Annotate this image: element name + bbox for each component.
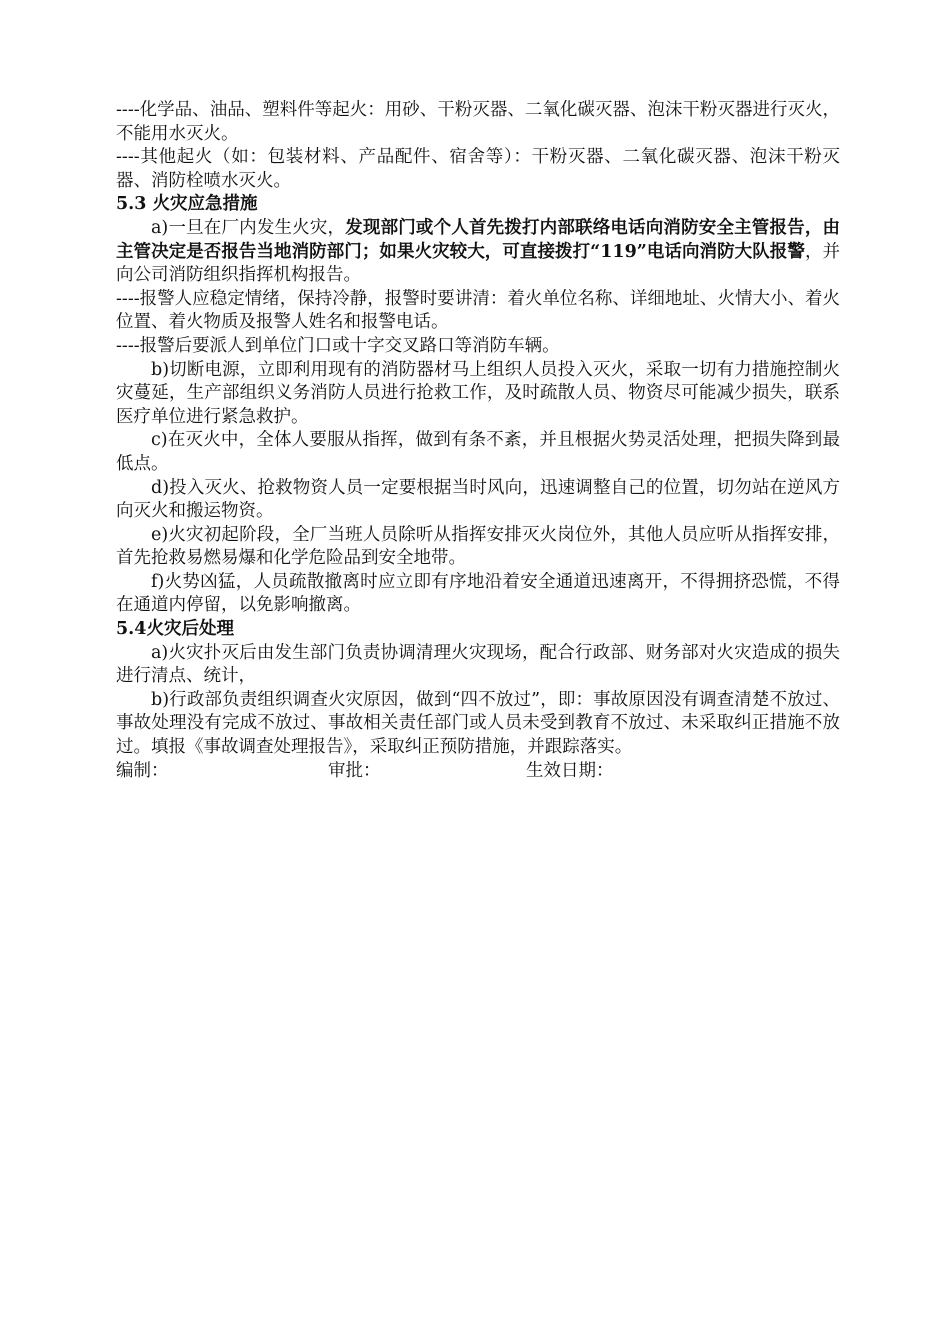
paragraph-5-3-a xyxy=(116,217,840,288)
paragraph-5-3-a-prefix: a)一旦在厂内发生火灾， xyxy=(151,217,346,238)
signature-row xyxy=(116,760,840,784)
section-heading-5-3: 5.3 火灾应急措施 xyxy=(116,194,258,215)
paragraph-guide-firetruck: ----报警后要派人到单位门口或十字交叉路口等消防车辆。 xyxy=(116,335,560,356)
paragraph-5-3-e: e)火灾初起阶段，全厂当班人员除听从指挥安排灭火岗位外，其他人员应听从指挥安排，首先抢救易燃易爆和化学危险品到安全地带。 xyxy=(116,524,840,569)
paragraph-5-3-a-suffix: ，并向公司消防组织指挥机构报告。 xyxy=(116,241,840,286)
paragraph-5-3-b: b)切断电源，立即利用现有的消防器材马上组织人员投入灭火，采取一切有力措施控制火灾蔓延，生产部组织义务消防人员进行抢救工作，及时疏散人员、物资尽可能减少损失，联系医疗单位进行紧急救护。 xyxy=(116,359,840,427)
paragraph-5-3-a-bold: 发现部门或个人首先拨打内部联络电话向消防安全主管报告，由主管决定是否报告当地消防部门；如果火灾较大，可直接拨打“119”电话向消防大队报警 xyxy=(116,217,841,262)
approved-by-label: 审批： xyxy=(328,760,381,781)
paragraph-5-3-d: d)投入灭火、抢救物资人员一定要根据当时风向，迅速调整自己的位置，切勿站在逆风方向灭火和搬运物资。 xyxy=(116,477,840,522)
paragraph-5-4-a: a)火灾扑灭后由发生部门负责协调清理火灾现场，配合行政部、财务部对火灾造成的损失进行清点、统计， xyxy=(116,642,840,687)
paragraph-reporter-calm: ----报警人应稳定情绪，保持冷静，报警时要讲清：着火单位名称、详细地址、火情大小、着火位置、着火物质及报警人姓名和报警电话。 xyxy=(116,288,840,333)
document-page xyxy=(116,99,840,784)
effective-date-label: 生效日期： xyxy=(526,760,614,781)
paragraph-5-3-c: c)在灭火中，全体人要服从指挥，做到有条不紊，并且根据火势灵活处理，把损失降到最低点。 xyxy=(116,430,840,474)
paragraph-other-fire: ----其他起火（如：包装材料、产品配件、宿舍等）：干粉灭器、二氧化碳灭器、泡沫干粉灭器、消防栓喷水灭火。 xyxy=(116,147,840,191)
paragraph-5-3-f: f)火势凶猛，人员疏散撤离时应立即有序地沿着安全通道迅速离开，不得拥挤恐慌，不得在通道内停留，以免影响撤离。 xyxy=(116,571,840,616)
prepared-by-label: 编制： xyxy=(116,760,169,781)
paragraph-5-4-b: b)行政部负责组织调查火灾原因，做到“四不放过”，即：事故原因没有调查清楚不放过、事故处理没有完成不放过、事故相关责任部门或人员未受到教育不放过、未采取纠正措施不放过。填报《事故调查处理报告》，采取纠正预防措施，并跟踪落实。 xyxy=(116,689,840,758)
paragraph-chemical-fire: ----化学品、油品、塑料件等起火：用砂、干粉灭器、二氧化碳灭器、泡沫干粉灭器进行灭火，不能用水灭火。 xyxy=(116,100,840,144)
section-heading-5-4: 5.4火灾后处理 xyxy=(116,619,234,640)
